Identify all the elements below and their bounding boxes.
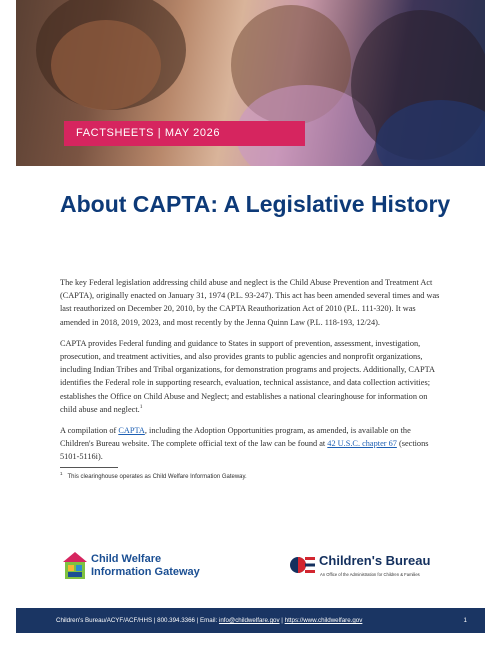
paragraph-1: The key Federal legislation addressing child abuse and neglect is the Child Abuse Prevention and Treatment Act (CAPTA), originally enacted on January 31, 1974 (P.L. 93-247). This act has been amended several times and was last reauthorized on December 20, 2010, by the CAPTA Reauthorization Act of 2010 (P.L. 111-320). It was amended in 2018, 2019, 2023, and most recently by the Jenna Quinn Law (P.L. 118-193, 12/24). — [60, 278, 440, 327]
paragraph-2 — [60, 337, 444, 416]
paragraph-2-text: CAPTA provides Federal funding and guidance to States in support of prevention, assessment, investigation, prosecution, and treatment activities, and also provides grants to public agencies and nonprofit organizations, including Indian Tribes and Tribal organizations, for demonstration programs and projects. Additionally, CAPTA identifies the Federal role in supporting research, evaluation, technical assistance, and data collection activities; establishes the Office on Child Abuse and Neglect; and establishes a national clearinghouse for information on child abuse and neglect. — [60, 338, 435, 414]
hero-photo — [16, 0, 485, 166]
footnote-ref[interactable]: 1 — [139, 404, 143, 411]
footer-separator: | — [279, 617, 285, 624]
footer-email-link[interactable]: info@childwelfare.gov — [218, 617, 280, 624]
house-icon — [62, 551, 88, 581]
footnote-text: This clearinghouse operates as Child Welfare Information Gateway. — [67, 474, 247, 480]
cwig-line-2: Information Gateway — [91, 566, 200, 578]
paragraph-3-part-a: A compilation of — [60, 426, 119, 436]
paragraph-3 — [60, 424, 444, 464]
capta-link[interactable]: CAPTA — [118, 426, 145, 436]
factsheet-badge: FACTSHEETS | MAY 2026 — [64, 121, 305, 146]
footer-contact — [56, 617, 362, 624]
page-number: 1 — [463, 617, 467, 624]
childrens-bureau-emblem-icon — [290, 553, 316, 577]
cb-tagline: An Office of the Administration for Children & Families — [320, 572, 420, 577]
childrens-bureau-logo[interactable] — [290, 553, 450, 583]
cb-wordmark: Children's Bureau — [319, 553, 431, 568]
footer-text: Children's Bureau/ACYF/ACF/HHS | 800.394.3366 | Email: — [56, 617, 219, 624]
cwig-line-1: Child Welfare — [91, 553, 162, 565]
paragraph-3-part-c: (sections 5101-5116i). — [60, 439, 429, 462]
footer-website-link[interactable]: https://www.childwelfare.gov — [284, 617, 363, 624]
child-welfare-gateway-logo[interactable] — [62, 551, 212, 585]
footnote-number: 1 — [60, 471, 63, 476]
cwig-wordmark — [91, 553, 200, 579]
body-text — [60, 276, 444, 472]
hero-shape-face — [51, 20, 161, 110]
footer-bar — [16, 608, 485, 633]
footnote-divider — [60, 467, 118, 468]
footnote — [60, 471, 444, 480]
paragraph-3-part-b: , including the Adoption Opportunities program, as amended, is available on the Children's Bureau website. The complete official text of the law can be found at — [60, 426, 411, 449]
page-title: About CAPTA: A Legislative History — [60, 191, 451, 217]
usc-link[interactable]: 42 U.S.C. chapter 67 — [327, 439, 397, 449]
